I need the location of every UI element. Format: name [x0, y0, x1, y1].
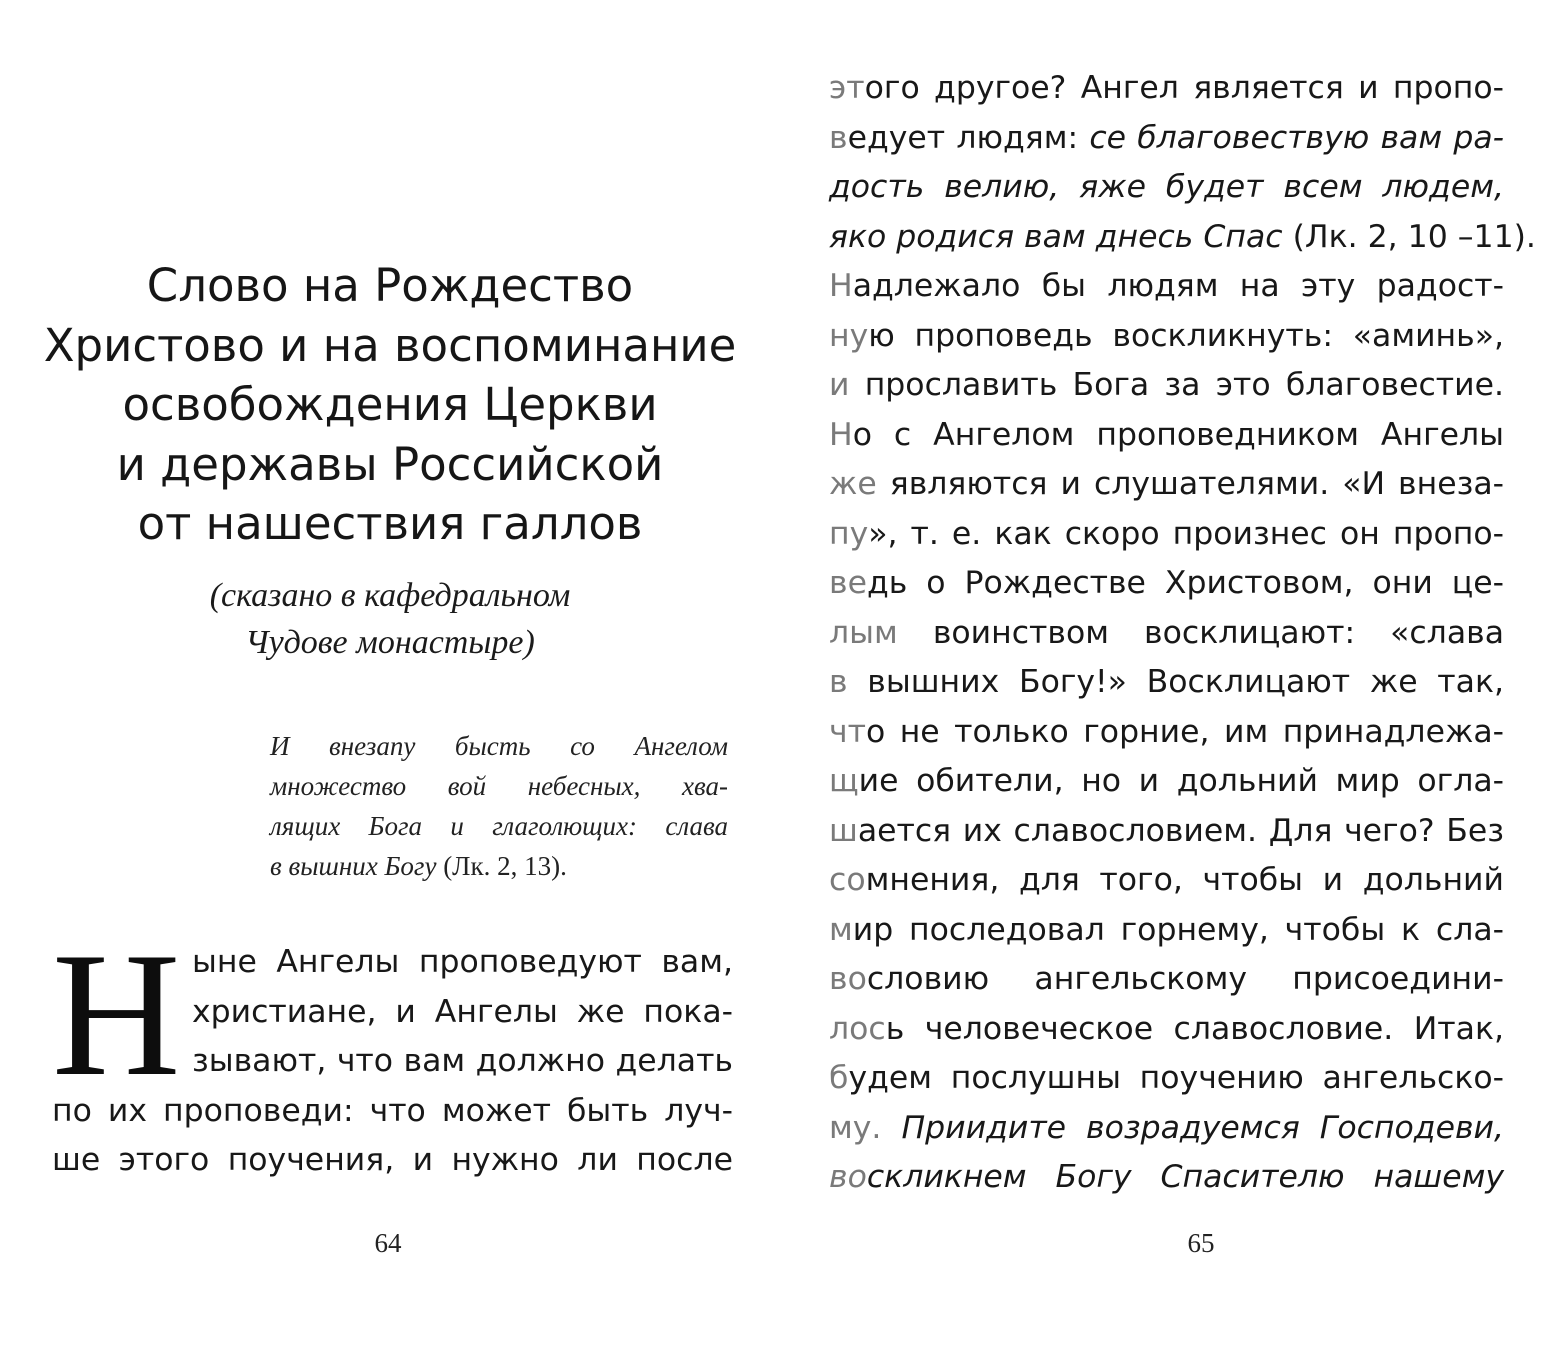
epigraph-line: лящих Бога и глаголющих: слава [270, 811, 728, 841]
line-text [881, 1110, 901, 1146]
line-text: адлежало бы людям на эту радост- [852, 268, 1504, 304]
body-line [829, 262, 1504, 312]
line-text: прославить Бога за это благовестие. [849, 367, 1504, 403]
body-line [829, 460, 1504, 510]
sermon-title [40, 256, 740, 554]
body-line: ше этого поучения, и нужно ли после [52, 1142, 733, 1178]
line-prefix: ну [829, 317, 869, 354]
line-prefix: Н [829, 268, 853, 304]
page-number-left: 64 [374, 1228, 402, 1258]
body-line [829, 1104, 1504, 1154]
line-text: ир последовал горнему, чтобы к сла- [852, 911, 1504, 948]
line-italic: се благовествую вам ра- [1089, 119, 1504, 156]
body-line [829, 609, 1504, 659]
body-line [829, 955, 1504, 1005]
body-line [829, 361, 1504, 411]
subtitle-line: Чудове монастыре) [245, 624, 535, 661]
body-line [829, 559, 1504, 609]
line-prefix: со [829, 862, 866, 898]
line-text: ю проповедь воскликнуть: «аминь», [868, 317, 1504, 354]
subtitle-line: (сказано в кафедральном [209, 577, 571, 614]
line-prefix: ве [829, 565, 867, 601]
body-line [829, 708, 1504, 758]
epigraph-reference: (Лк. 2, 13). [436, 851, 567, 881]
line-prefix: в [829, 664, 848, 700]
line-prefix: чт [829, 713, 866, 750]
line-text: », т. е. как скоро произнес он пропо- [868, 515, 1504, 552]
line-prefix: во [829, 1159, 867, 1195]
body-line: зывают, что вам должно делать [192, 1043, 733, 1079]
epigraph [270, 726, 728, 886]
line-prefix: и [829, 367, 850, 403]
line-text: словию ангельскому присоедини- [866, 961, 1504, 997]
line-text: о с Ангелом проповедником Ангелы [852, 416, 1504, 453]
line-text: вышних Богу!» Восклицают же так, [847, 664, 1504, 700]
body-line [829, 1054, 1504, 1104]
body-line [829, 64, 1504, 114]
title-line: Христово и на воспоминание [43, 318, 737, 372]
body-line [829, 312, 1504, 362]
epigraph-line: И внезапу бысть со Ангелом [270, 731, 728, 761]
line-text: являются и слушателями. «И внеза- [876, 466, 1504, 502]
line-text: ь человеческое славословие. Итак, [885, 1010, 1504, 1047]
right-body-text [829, 64, 1536, 1203]
title-line: от нашествия галлов [137, 497, 643, 550]
title-line: Слово на Рождество [146, 259, 634, 312]
body-line [829, 213, 1536, 263]
body-line [829, 1005, 1504, 1055]
line-prefix: в [829, 119, 848, 156]
body-line: по их проповеди: что может быть луч- [52, 1092, 733, 1129]
line-text: ого другое? Ангел является и пропо- [864, 70, 1504, 106]
body-line [829, 906, 1504, 956]
body-line [829, 856, 1504, 906]
line-prefix: б [829, 1060, 849, 1096]
line-prefix: пу [829, 515, 869, 552]
epigraph-line: множество вой небесных, хва- [270, 771, 728, 801]
line-text: дь о Рождестве Христовом, они це- [866, 565, 1504, 601]
right-page [781, 0, 1563, 1346]
body-line [829, 411, 1504, 461]
sermon-subtitle [40, 572, 740, 666]
line-text: воинством восклицают: «слава [897, 614, 1504, 651]
line-text: удем послушны поучению ангельско- [848, 1060, 1504, 1096]
body-line [829, 114, 1504, 164]
body-line [829, 757, 1504, 807]
line-prefix: ш [829, 812, 858, 849]
body-line: ыне Ангелы проповедуют вам, [192, 944, 733, 980]
left-page [0, 0, 781, 1346]
line-prefix: Н [829, 416, 853, 453]
line-prefix: му. [829, 1109, 882, 1146]
body-line [829, 1153, 1504, 1203]
line-text: ие обители, но и дольний мир огла- [858, 763, 1504, 799]
line-prefix: м [829, 911, 853, 948]
line-text: ается их славословием. Для чего? Без [857, 812, 1504, 849]
page-number-right: 65 [1187, 1228, 1215, 1258]
epigraph-quote-end: в вышних Богу [270, 851, 437, 881]
body-line [829, 658, 1504, 708]
line-italic: яко родися вам днесь Спас [829, 218, 1283, 255]
line-text: едует людям: [847, 119, 1090, 156]
line-italic: дость велию, яже будет всем людем, [829, 169, 1504, 205]
line-text: (Лк. 2, 10 –11). [1282, 218, 1536, 255]
line-prefix: лым [829, 614, 898, 651]
line-text: о не только горние, им принадлежа- [865, 713, 1504, 750]
title-line: освобождения Церкви [122, 378, 658, 431]
line-italic: скликнем Богу Спасителю нашему [866, 1159, 1504, 1195]
line-text: мнения, для того, чтобы и дольний [865, 862, 1504, 898]
body-line [829, 510, 1504, 560]
line-prefix: лос [829, 1010, 886, 1047]
body-line: христиане, и Ангелы же пока- [192, 993, 733, 1030]
line-prefix: эт [829, 70, 865, 106]
line-prefix: во [829, 961, 867, 997]
line-italic: Приидите возрадуемся Господеви, [901, 1109, 1504, 1146]
line-prefix: щ [829, 763, 859, 799]
epigraph-line [270, 846, 728, 886]
title-line: и державы Российской [116, 437, 664, 491]
left-body-text [52, 938, 733, 1186]
body-line [829, 807, 1504, 857]
line-prefix: же [829, 466, 877, 502]
drop-cap: Н [52, 944, 181, 1084]
body-line [829, 163, 1504, 213]
